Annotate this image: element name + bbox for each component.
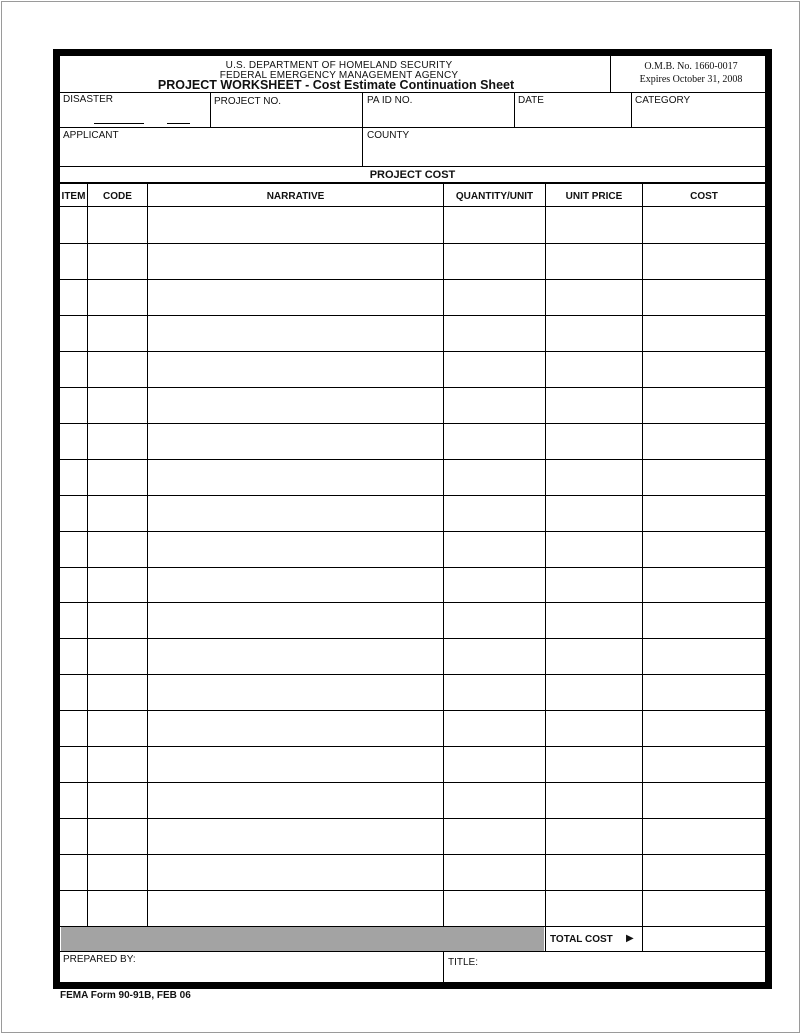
column-header-quantity-unit: QUANTITY/UNIT (455, 191, 534, 202)
divider-pa-id (362, 92, 363, 166)
column-header-narrative: NARRATIVE (266, 191, 325, 202)
divider-prepared-title (443, 951, 444, 982)
table-row-rule (60, 243, 765, 244)
table-row-rule (60, 710, 765, 711)
table-row-rule (60, 890, 765, 891)
table-row-rule (60, 818, 765, 819)
divider-code-narrative (147, 183, 148, 927)
divider-category (631, 92, 632, 127)
project-cost-title: PROJECT COST (369, 169, 456, 181)
expiration-date: Expires October 31, 2008 (639, 74, 743, 85)
cost-estimate-form (53, 49, 772, 989)
rule-section-bottom (60, 182, 765, 184)
title-label: TITLE: (448, 957, 479, 968)
omb-divider (610, 56, 611, 92)
rule-total-bottom (60, 951, 765, 952)
table-row-rule (60, 602, 765, 603)
disaster-label: DISASTER (63, 94, 114, 105)
disaster-type-blank[interactable] (167, 123, 190, 124)
column-header-cost: COST (690, 191, 718, 202)
right-triangle-icon: ▶ (626, 933, 634, 944)
table-row-rule (60, 746, 765, 747)
table-row-rule (60, 459, 765, 460)
department-name: U.S. DEPARTMENT OF HOMELAND SECURITY (225, 60, 453, 71)
county-label: COUNTY (367, 130, 410, 141)
table-row-rule (60, 638, 765, 639)
shaded-total-band (61, 927, 544, 951)
rule-title-bottom (60, 92, 765, 93)
table-row-rule (60, 387, 765, 388)
table-row-rule (60, 854, 765, 855)
column-header-unit-price: UNIT PRICE (565, 191, 623, 202)
agency-name: FEDERAL EMERGENCY MANAGEMENT AGENCY (219, 70, 459, 81)
column-header-item: ITEM (61, 191, 86, 202)
table-row-rule (60, 567, 765, 568)
pa-id-label: PA ID NO. (367, 95, 413, 106)
category-label: CATEGORY (635, 95, 691, 106)
divider-item-code (87, 183, 88, 927)
table-row-rule (60, 531, 765, 532)
project-no-label: PROJECT NO. (214, 96, 282, 107)
table-row-rule (60, 423, 765, 424)
omb-number: O.M.B. No. 1660-0017 (644, 61, 738, 72)
date-label: DATE (518, 95, 544, 106)
applicant-label: APPLICANT (63, 130, 119, 141)
table-row-rule (60, 782, 765, 783)
form-title: PROJECT WORKSHEET - Cost Estimate Continuation Sheet (157, 78, 515, 92)
prepared-by-label: PREPARED BY: (63, 954, 136, 965)
disaster-number-blank[interactable] (94, 123, 144, 124)
table-row-rule (60, 279, 765, 280)
total-cost-label: TOTAL COST (550, 934, 613, 945)
form-number: FEMA Form 90-91B, FEB 06 (60, 990, 191, 1001)
table-row-rule (60, 495, 765, 496)
table-row-rule (60, 315, 765, 316)
divider-project (210, 92, 211, 127)
table-row-rule (60, 674, 765, 675)
rule-row2-bottom (60, 166, 765, 167)
rule-header-bottom (60, 206, 765, 207)
table-row-rule (60, 351, 765, 352)
divider-date (514, 92, 515, 127)
column-header-code: CODE (103, 191, 132, 202)
rule-row1-bottom (60, 127, 765, 128)
